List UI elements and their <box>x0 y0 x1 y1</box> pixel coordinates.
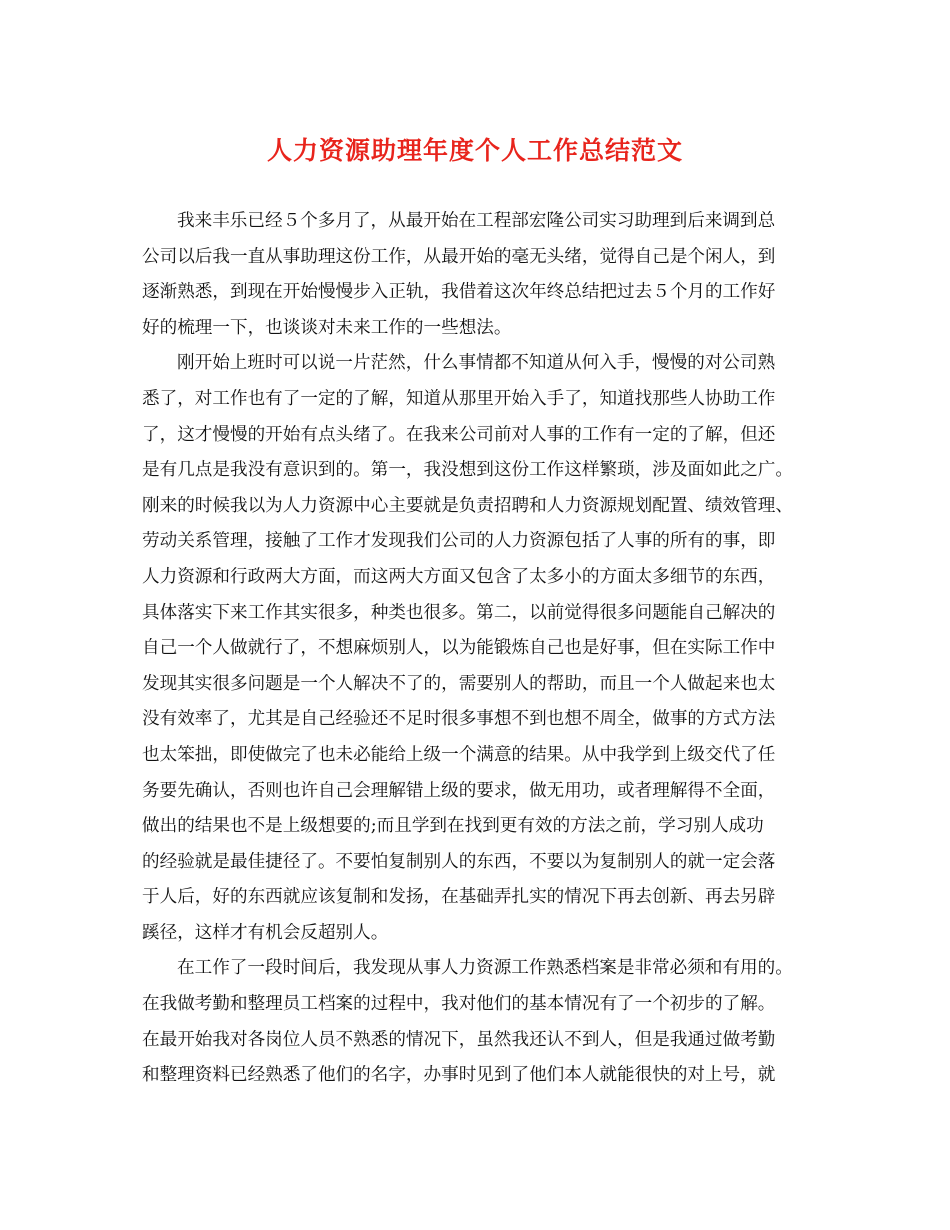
text-line: 公司以后我一直从事助理这份工作，从最开始的毫无头绪，觉得自己是个闲人，到 <box>142 246 776 267</box>
text-line: 于人后，好的东西就应该复制和发扬，在基础弄扎实的情况下再去创新、再去另辟 <box>142 887 776 908</box>
text-line: 做出的结果也不是上级想要的;而且学到在找到更有效的方法之前，学习别人成功 <box>142 816 764 837</box>
text-line: 在最开始我对各岗位人员不熟悉的情况下，虽然我还认不到人，但是我通过做考勤 <box>142 1029 776 1050</box>
document-body <box>142 204 832 1094</box>
text-line: 也太笨拙，即使做完了也未必能给上级一个满意的结果。从中我学到上级交代了任 <box>142 744 776 765</box>
text-line: 了，这才慢慢的开始有点头绪了。在我来公司前对人事的工作有一定的了解，但还 <box>142 424 776 445</box>
text-line: 在工作了一段时间后，我发现从事人力资源工作熟悉档案是非常必须和有用的。 <box>177 958 793 979</box>
text-line: 自己一个人做就行了，不想麻烦别人，以为能锻炼自己也是好事，但在实际工作中 <box>142 638 776 659</box>
text-line: 劳动关系管理，接触了工作才发现我们公司的人力资源包括了人事的所有的事，即 <box>142 531 776 552</box>
text-line: 和整理资料已经熟悉了他们的名字，办事时见到了他们本人就能很快的对上号，就 <box>142 1065 776 1086</box>
text-line: 我来丰乐已经５个多月了，从最开始在工程部宏隆公司实习助理到后来调到总 <box>177 211 776 231</box>
document-title: 人力资源助理年度个人工作总结范文 <box>266 136 683 165</box>
text-line: 在我做考勤和整理员工档案的过程中，我对他们的基本情况有了一个初步的了解。 <box>142 994 776 1015</box>
text-line: 务要先确认，否则也许自己会理解错上级的要求，做无用功，或者理解得不全面， <box>142 780 776 801</box>
text-line: 悉了，对工作也有了一定的了解，知道从那里开始入手了，知道找那些人协助工作 <box>142 388 776 409</box>
text-line: 逐渐熟悉，到现在开始慢慢步入正轨，我借着这次年终总结把过去５个月的工作好 <box>142 282 776 303</box>
text-line: 没有效率了，尤其是自己经验还不足时很多事想不到也想不周全，做事的方式方法 <box>142 709 776 730</box>
text-line: 的经验就是最佳捷径了。不要怕复制别人的东西，不要以为复制别人的就一定会落 <box>142 851 776 872</box>
text-line: 发现其实很多问题是一个人解决不了的，需要别人的帮助，而且一个人做起来也太 <box>142 673 776 694</box>
text-line: 是有几点是我没有意识到的。第一，我没想到这份工作这样繁琐，涉及面如此之广。 <box>142 460 793 481</box>
text-line: 具体落实下来工作其实很多，种类也很多。第二，以前觉得很多问题能自己解决的 <box>142 602 776 623</box>
text-line: 好的梳理一下，也谈谈对未来工作的一些想法。 <box>142 317 512 338</box>
text-line: 蹊径，这样才有机会反超别人。 <box>142 922 389 943</box>
text-line: 刚开始上班时可以说一片茫然，什么事情都不知道从何入手，慢慢的对公司熟 <box>177 353 776 374</box>
text-line: 人力资源和行政两大方面，而这两大方面又包含了太多小的方面太多细节的东西， <box>142 566 776 587</box>
text-line: 刚来的时候我以为人力资源中心主要就是负责招聘和人力资源规划配置、绩效管理、 <box>142 495 793 516</box>
